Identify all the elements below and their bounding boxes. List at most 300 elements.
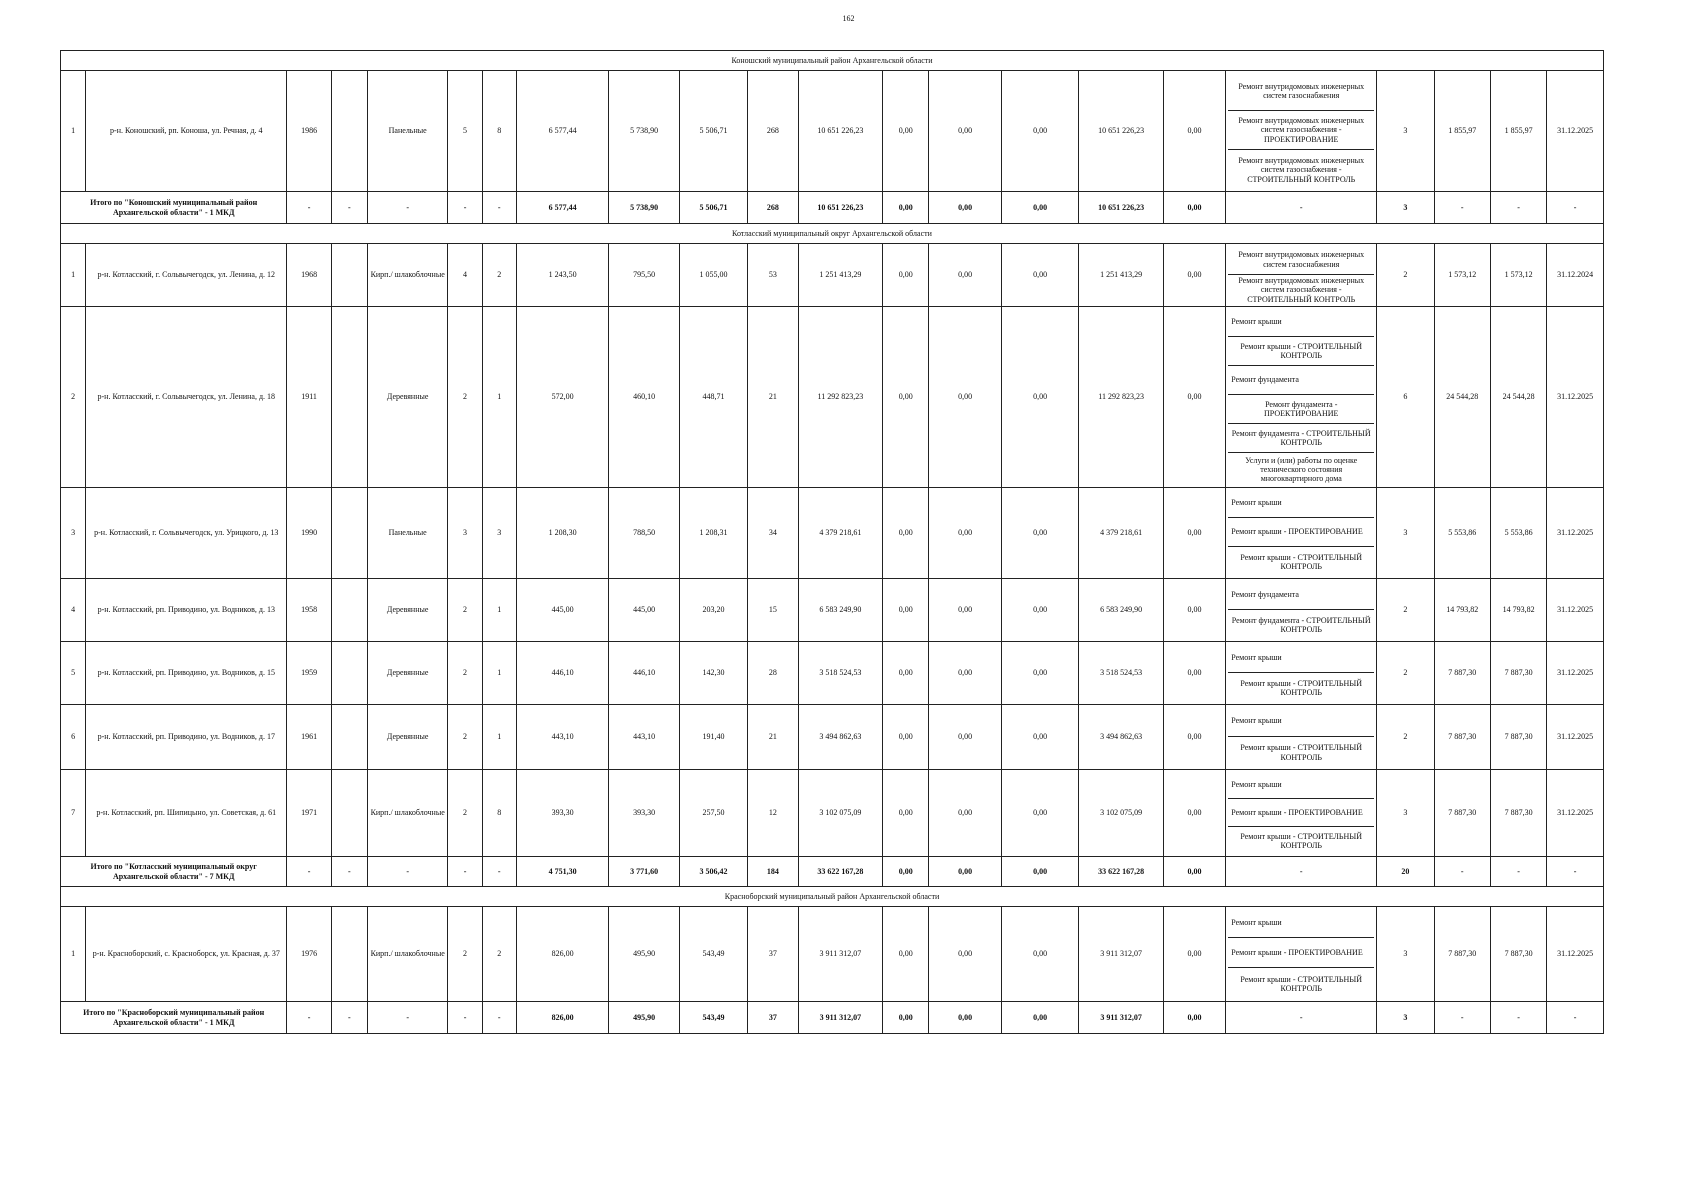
cell-blank (331, 488, 367, 579)
cell-f3: 0,00 (1001, 907, 1078, 1002)
cell-f1: 0,00 (883, 579, 929, 642)
cell-year: 1959 (287, 642, 331, 705)
cell-floors: 2 (448, 307, 482, 488)
row-number: 2 (61, 307, 86, 488)
works-cell (1226, 307, 1377, 488)
total-f5: 0,00 (1163, 1002, 1225, 1034)
cell-entrances: 1 (482, 705, 516, 770)
cell-entrances: 8 (482, 770, 516, 857)
cell-f5: 0,00 (1163, 71, 1225, 192)
total-u2: - (1490, 1002, 1546, 1034)
total-f2: 0,00 (929, 857, 1001, 887)
cell-cost: 11 292 823,23 (798, 307, 883, 488)
cell-u1: 14 793,82 (1434, 579, 1490, 642)
total-area_res: 543,49 (679, 1002, 747, 1034)
address-cell: р-н. Котласский, рп. Приводино, ул. Водников, д. 15 (86, 642, 287, 705)
cell-cost: 3 102 075,09 (798, 770, 883, 857)
total-c3: - (367, 192, 448, 224)
section-header-row (61, 224, 1604, 244)
works-cell (1226, 579, 1377, 642)
total-f3: 0,00 (1001, 192, 1078, 224)
work-item: Ремонт крыши (1228, 706, 1374, 737)
cell-area_living: 393,30 (609, 770, 679, 857)
work-item: Ремонт фундамента - СТРОИТЕЛЬНЫЙ КОНТРОЛЬ (1228, 424, 1374, 453)
work-item: Ремонт крыши - СТРОИТЕЛЬНЫЙ КОНТРОЛЬ (1240, 831, 1363, 850)
cell-year: 1986 (287, 71, 331, 192)
address-cell: р-н. Котласский, рп. Приводино, ул. Водников, д. 17 (86, 705, 287, 770)
cell-f4: 3 911 312,07 (1079, 907, 1164, 1002)
cell-year: 1968 (287, 244, 331, 307)
cell-entrances: 8 (482, 71, 516, 192)
cell-date: 31.12.2025 (1547, 642, 1604, 705)
cell-date: 31.12.2025 (1547, 705, 1604, 770)
total-c5: - (482, 857, 516, 887)
table-row (61, 244, 1604, 307)
work-item: Ремонт внутридомовых инженерных систем газоснабжения (1228, 245, 1374, 275)
cell-f5: 0,00 (1163, 579, 1225, 642)
total-area_living: 495,90 (609, 1002, 679, 1034)
cell-u1: 7 887,30 (1434, 705, 1490, 770)
total-wcount: 3 (1377, 192, 1434, 224)
total-f1: 0,00 (883, 1002, 929, 1034)
cell-date: 31.12.2025 (1547, 488, 1604, 579)
cell-residents: 21 (748, 307, 798, 488)
works-cell (1226, 907, 1377, 1002)
total-f5: 0,00 (1163, 857, 1225, 887)
cell-material: Панельные (367, 488, 448, 579)
cell-f2: 0,00 (929, 705, 1001, 770)
address-cell: р-н. Котласский, рп. Приводино, ул. Водников, д. 13 (86, 579, 287, 642)
table-row (61, 307, 1604, 488)
cell-u2: 1 855,97 (1490, 71, 1546, 192)
total-c1: - (287, 1002, 331, 1034)
cell-u1: 1 573,12 (1434, 244, 1490, 307)
cell-f3: 0,00 (1001, 307, 1078, 488)
total-area_total: 826,00 (516, 1002, 609, 1034)
cell-residents: 268 (748, 71, 798, 192)
address-cell: р-н. Котласский, г. Сольвычегодск, ул. Ленина, д. 12 (86, 244, 287, 307)
total-c3: - (367, 857, 448, 887)
cell-f4: 11 292 823,23 (1079, 307, 1164, 488)
work-item: Ремонт крыши - СТРОИТЕЛЬНЫЙ КОНТРОЛЬ (1228, 337, 1374, 366)
cell-material: Деревянные (367, 307, 448, 488)
total-works: - (1226, 857, 1377, 887)
cell-area_res: 5 506,71 (679, 71, 747, 192)
work-item: Ремонт крыши - ПРОЕКТИРОВАНИЕ (1228, 518, 1374, 547)
total-label: Итого по "Котласский муниципальный округ Архангельской области" - 7 МКД (61, 857, 287, 887)
works-cell (1226, 770, 1377, 857)
cell-f3: 0,00 (1001, 244, 1078, 307)
cell-u1: 5 553,86 (1434, 488, 1490, 579)
total-u1: - (1434, 857, 1490, 887)
cell-f4: 6 583 249,90 (1079, 579, 1164, 642)
total-cost: 3 911 312,07 (798, 1002, 883, 1034)
cell-u2: 5 553,86 (1490, 488, 1546, 579)
cell-f3: 0,00 (1001, 705, 1078, 770)
cell-area_res: 203,20 (679, 579, 747, 642)
row-number: 1 (61, 244, 86, 307)
cell-wcount: 6 (1377, 307, 1434, 488)
section-header-row (61, 887, 1604, 907)
total-area_total: 4 751,30 (516, 857, 609, 887)
cell-blank (331, 244, 367, 307)
cell-floors: 2 (448, 705, 482, 770)
row-number: 1 (61, 907, 86, 1002)
table-row (61, 907, 1604, 1002)
row-number: 3 (61, 488, 86, 579)
cell-entrances: 2 (482, 907, 516, 1002)
cell-f5: 0,00 (1163, 307, 1225, 488)
work-item: Ремонт внутридомовых инженерных систем газоснабжения - СТРОИТЕЛЬНЫЙ КОНТРОЛЬ (1238, 156, 1365, 184)
table-row (61, 488, 1604, 579)
cell-area_total: 443,10 (516, 705, 609, 770)
cell-cost: 3 494 862,63 (798, 705, 883, 770)
total-c4: - (448, 192, 482, 224)
cell-f3: 0,00 (1001, 770, 1078, 857)
cell-blank (331, 705, 367, 770)
row-number: 5 (61, 642, 86, 705)
cell-year: 1961 (287, 705, 331, 770)
cell-area_total: 572,00 (516, 307, 609, 488)
cell-blank (331, 642, 367, 705)
work-item: Ремонт крыши (1228, 643, 1374, 673)
total-label: Итого по "Коношский муниципальный район Архангельской области" - 1 МКД (61, 192, 287, 224)
total-c2: - (331, 192, 367, 224)
cell-cost: 6 583 249,90 (798, 579, 883, 642)
total-works: - (1226, 1002, 1377, 1034)
cell-f4: 4 379 218,61 (1079, 488, 1164, 579)
total-u2: - (1490, 857, 1546, 887)
total-c1: - (287, 857, 331, 887)
total-c3: - (367, 1002, 448, 1034)
total-c4: - (448, 1002, 482, 1034)
cell-f4: 3 494 862,63 (1079, 705, 1164, 770)
cell-area_res: 257,50 (679, 770, 747, 857)
cell-f1: 0,00 (883, 907, 929, 1002)
cell-cost: 4 379 218,61 (798, 488, 883, 579)
cell-area_total: 826,00 (516, 907, 609, 1002)
total-area_living: 3 771,60 (609, 857, 679, 887)
cell-entrances: 2 (482, 244, 516, 307)
cell-year: 1976 (287, 907, 331, 1002)
total-c5: - (482, 192, 516, 224)
works-cell (1226, 71, 1377, 192)
total-row (61, 857, 1604, 887)
cell-f5: 0,00 (1163, 705, 1225, 770)
address-cell: р-н. Красноборский, с. Красноборск, ул. Красная, д. 37 (86, 907, 287, 1002)
total-u1: - (1434, 1002, 1490, 1034)
total-f4: 33 622 167,28 (1079, 857, 1164, 887)
cell-area_living: 495,90 (609, 907, 679, 1002)
cell-u2: 7 887,30 (1490, 770, 1546, 857)
cell-residents: 15 (748, 579, 798, 642)
cell-f3: 0,00 (1001, 579, 1078, 642)
work-item: Ремонт внутридомовых инженерных систем газоснабжения - ПРОЕКТИРОВАНИЕ (1228, 111, 1374, 150)
cell-f5: 0,00 (1163, 244, 1225, 307)
total-u2: - (1490, 192, 1546, 224)
row-number: 6 (61, 705, 86, 770)
cell-blank (331, 579, 367, 642)
cell-area_res: 1 208,31 (679, 488, 747, 579)
cell-year: 1911 (287, 307, 331, 488)
row-number: 7 (61, 770, 86, 857)
total-cost: 33 622 167,28 (798, 857, 883, 887)
repair-program-table (60, 50, 1604, 1034)
total-row (61, 192, 1604, 224)
cell-residents: 53 (748, 244, 798, 307)
cell-f2: 0,00 (929, 642, 1001, 705)
section-title: Коношский муниципальный район Архангельской области (61, 51, 1604, 71)
table-row (61, 579, 1604, 642)
cell-residents: 21 (748, 705, 798, 770)
cell-entrances: 3 (482, 488, 516, 579)
cell-f1: 0,00 (883, 770, 929, 857)
work-item: Ремонт фундамента (1228, 580, 1374, 610)
total-f3: 0,00 (1001, 1002, 1078, 1034)
cell-area_total: 446,10 (516, 642, 609, 705)
cell-blank (331, 907, 367, 1002)
cell-area_res: 142,30 (679, 642, 747, 705)
cell-year: 1971 (287, 770, 331, 857)
total-wcount: 3 (1377, 1002, 1434, 1034)
work-item: Ремонт фундамента - СТРОИТЕЛЬНЫЙ КОНТРОЛЬ (1231, 615, 1371, 634)
work-item: Ремонт крыши (1228, 308, 1374, 337)
total-f4: 10 651 226,23 (1079, 192, 1164, 224)
cell-area_living: 443,10 (609, 705, 679, 770)
address-cell: р-н. Коношский, рп. Коношa, ул. Речная, д. 4 (86, 71, 287, 192)
cell-residents: 34 (748, 488, 798, 579)
cell-f4: 3 102 075,09 (1079, 770, 1164, 857)
row-number: 1 (61, 71, 86, 192)
total-label: Итого по "Красноборский муниципальный район Архангельской области" - 1 МКД (61, 1002, 287, 1034)
table-row (61, 705, 1604, 770)
cell-floors: 5 (448, 71, 482, 192)
cell-u1: 1 855,97 (1434, 71, 1490, 192)
work-item: Ремонт крыши - ПРОЕКТИРОВАНИЕ (1228, 938, 1374, 968)
work-item: Ремонт крыши (1228, 908, 1374, 938)
works-cell (1226, 705, 1377, 770)
cell-wcount: 3 (1377, 488, 1434, 579)
cell-u2: 14 793,82 (1490, 579, 1546, 642)
cell-area_living: 460,10 (609, 307, 679, 488)
total-row (61, 1002, 1604, 1034)
cell-f1: 0,00 (883, 488, 929, 579)
cell-u1: 24 544,28 (1434, 307, 1490, 488)
cell-date: 31.12.2025 (1547, 579, 1604, 642)
cell-material: Кирп./ шлакоблочные (367, 907, 448, 1002)
cell-f3: 0,00 (1001, 642, 1078, 705)
cell-f2: 0,00 (929, 770, 1001, 857)
total-c2: - (331, 1002, 367, 1034)
total-area_living: 5 738,90 (609, 192, 679, 224)
cell-area_res: 191,40 (679, 705, 747, 770)
cell-floors: 2 (448, 907, 482, 1002)
cell-year: 1990 (287, 488, 331, 579)
cell-entrances: 1 (482, 579, 516, 642)
cell-f1: 0,00 (883, 705, 929, 770)
section-title: Котласский муниципальный округ Архангельской области (61, 224, 1604, 244)
cell-u1: 7 887,30 (1434, 770, 1490, 857)
cell-f3: 0,00 (1001, 71, 1078, 192)
cell-entrances: 1 (482, 307, 516, 488)
works-cell (1226, 488, 1377, 579)
cell-date: 31.12.2025 (1547, 307, 1604, 488)
cell-area_total: 393,30 (516, 770, 609, 857)
cell-cost: 1 251 413,29 (798, 244, 883, 307)
cell-area_living: 795,50 (609, 244, 679, 307)
cell-area_total: 445,00 (516, 579, 609, 642)
total-f2: 0,00 (929, 192, 1001, 224)
work-item: Ремонт фундамента (1228, 366, 1374, 395)
total-area_res: 3 506,42 (679, 857, 747, 887)
cell-area_total: 1 243,50 (516, 244, 609, 307)
cell-material: Деревянные (367, 705, 448, 770)
total-f1: 0,00 (883, 192, 929, 224)
cell-material: Панельные (367, 71, 448, 192)
cell-f5: 0,00 (1163, 488, 1225, 579)
total-residents: 37 (748, 1002, 798, 1034)
cell-blank (331, 71, 367, 192)
address-cell: р-н. Котласский, г. Сольвычегодск, ул. Урицкого, д. 13 (86, 488, 287, 579)
cell-u1: 7 887,30 (1434, 907, 1490, 1002)
cell-date: 31.12.2024 (1547, 244, 1604, 307)
cell-f2: 0,00 (929, 579, 1001, 642)
total-area_total: 6 577,44 (516, 192, 609, 224)
cell-f2: 0,00 (929, 907, 1001, 1002)
cell-f5: 0,00 (1163, 907, 1225, 1002)
cell-u2: 24 544,28 (1490, 307, 1546, 488)
cell-year: 1958 (287, 579, 331, 642)
page-number: 162 (842, 14, 855, 23)
cell-wcount: 2 (1377, 705, 1434, 770)
cell-f4: 10 651 226,23 (1079, 71, 1164, 192)
cell-area_living: 445,00 (609, 579, 679, 642)
cell-material: Деревянные (367, 642, 448, 705)
total-cost: 10 651 226,23 (798, 192, 883, 224)
cell-residents: 37 (748, 907, 798, 1002)
works-cell (1226, 244, 1377, 307)
work-item: Ремонт крыши (1228, 771, 1374, 799)
cell-date: 31.12.2025 (1547, 907, 1604, 1002)
work-item: Ремонт крыши - СТРОИТЕЛЬНЫЙ КОНТРОЛЬ (1240, 678, 1363, 697)
cell-cost: 10 651 226,23 (798, 71, 883, 192)
cell-f3: 0,00 (1001, 488, 1078, 579)
cell-area_total: 1 208,30 (516, 488, 609, 579)
total-date: - (1547, 1002, 1604, 1034)
total-c1: - (287, 192, 331, 224)
cell-u1: 7 887,30 (1434, 642, 1490, 705)
total-date: - (1547, 857, 1604, 887)
table-row (61, 770, 1604, 857)
total-area_res: 5 506,71 (679, 192, 747, 224)
cell-u2: 7 887,30 (1490, 705, 1546, 770)
cell-wcount: 3 (1377, 907, 1434, 1002)
cell-f1: 0,00 (883, 244, 929, 307)
cell-blank (331, 770, 367, 857)
cell-floors: 2 (448, 642, 482, 705)
cell-f5: 0,00 (1163, 770, 1225, 857)
work-item: Ремонт крыши - СТРОИТЕЛЬНЫЙ КОНТРОЛЬ (1240, 974, 1363, 993)
cell-residents: 12 (748, 770, 798, 857)
table-row (61, 71, 1604, 192)
row-number: 4 (61, 579, 86, 642)
cell-wcount: 3 (1377, 770, 1434, 857)
total-wcount: 20 (1377, 857, 1434, 887)
cell-wcount: 3 (1377, 71, 1434, 192)
work-item: Ремонт крыши - ПРОЕКТИРОВАНИЕ (1228, 799, 1374, 827)
work-item: Ремонт крыши (1228, 489, 1374, 518)
cell-f2: 0,00 (929, 244, 1001, 307)
cell-floors: 2 (448, 579, 482, 642)
work-item: Ремонт крыши - СТРОИТЕЛЬНЫЙ КОНТРОЛЬ (1240, 552, 1363, 571)
works-cell (1226, 642, 1377, 705)
total-u1: - (1434, 192, 1490, 224)
cell-f2: 0,00 (929, 488, 1001, 579)
cell-area_total: 6 577,44 (516, 71, 609, 192)
table-row (61, 642, 1604, 705)
total-c4: - (448, 857, 482, 887)
cell-entrances: 1 (482, 642, 516, 705)
work-item: Ремонт внутридомовых инженерных систем газоснабжения - СТРОИТЕЛЬНЫЙ КОНТРОЛЬ (1238, 276, 1365, 304)
cell-area_res: 448,71 (679, 307, 747, 488)
address-cell: р-н. Котласский, г. Сольвычегодск, ул. Ленина, д. 18 (86, 307, 287, 488)
cell-f4: 1 251 413,29 (1079, 244, 1164, 307)
address-cell: р-н. Котласский, рп. Шипицыно, ул. Советская, д. 61 (86, 770, 287, 857)
cell-material: Кирп./ шлакоблочные (367, 244, 448, 307)
cell-floors: 2 (448, 770, 482, 857)
cell-f4: 3 518 524,53 (1079, 642, 1164, 705)
cell-floors: 3 (448, 488, 482, 579)
cell-floors: 4 (448, 244, 482, 307)
cell-u2: 7 887,30 (1490, 907, 1546, 1002)
cell-area_res: 543,49 (679, 907, 747, 1002)
cell-date: 31.12.2025 (1547, 770, 1604, 857)
cell-wcount: 2 (1377, 579, 1434, 642)
total-date: - (1547, 192, 1604, 224)
section-header-row (61, 51, 1604, 71)
cell-u2: 1 573,12 (1490, 244, 1546, 307)
cell-wcount: 2 (1377, 244, 1434, 307)
cell-f1: 0,00 (883, 642, 929, 705)
cell-area_res: 1 055,00 (679, 244, 747, 307)
work-item: Ремонт фундамента - ПРОЕКТИРОВАНИЕ (1228, 395, 1374, 424)
cell-f5: 0,00 (1163, 642, 1225, 705)
total-c5: - (482, 1002, 516, 1034)
cell-wcount: 2 (1377, 642, 1434, 705)
cell-material: Кирп./ шлакоблочные (367, 770, 448, 857)
total-f2: 0,00 (929, 1002, 1001, 1034)
cell-blank (331, 307, 367, 488)
total-f1: 0,00 (883, 857, 929, 887)
cell-residents: 28 (748, 642, 798, 705)
cell-area_living: 5 738,90 (609, 71, 679, 192)
total-residents: 268 (748, 192, 798, 224)
cell-u2: 7 887,30 (1490, 642, 1546, 705)
total-c2: - (331, 857, 367, 887)
cell-area_living: 446,10 (609, 642, 679, 705)
cell-f1: 0,00 (883, 307, 929, 488)
section-title: Красноборский муниципальный район Архангельской области (61, 887, 1604, 907)
cell-f2: 0,00 (929, 71, 1001, 192)
cell-cost: 3 911 312,07 (798, 907, 883, 1002)
cell-cost: 3 518 524,53 (798, 642, 883, 705)
total-f4: 3 911 312,07 (1079, 1002, 1164, 1034)
cell-material: Деревянные (367, 579, 448, 642)
cell-date: 31.12.2025 (1547, 71, 1604, 192)
total-f3: 0,00 (1001, 857, 1078, 887)
total-residents: 184 (748, 857, 798, 887)
cell-f1: 0,00 (883, 71, 929, 192)
